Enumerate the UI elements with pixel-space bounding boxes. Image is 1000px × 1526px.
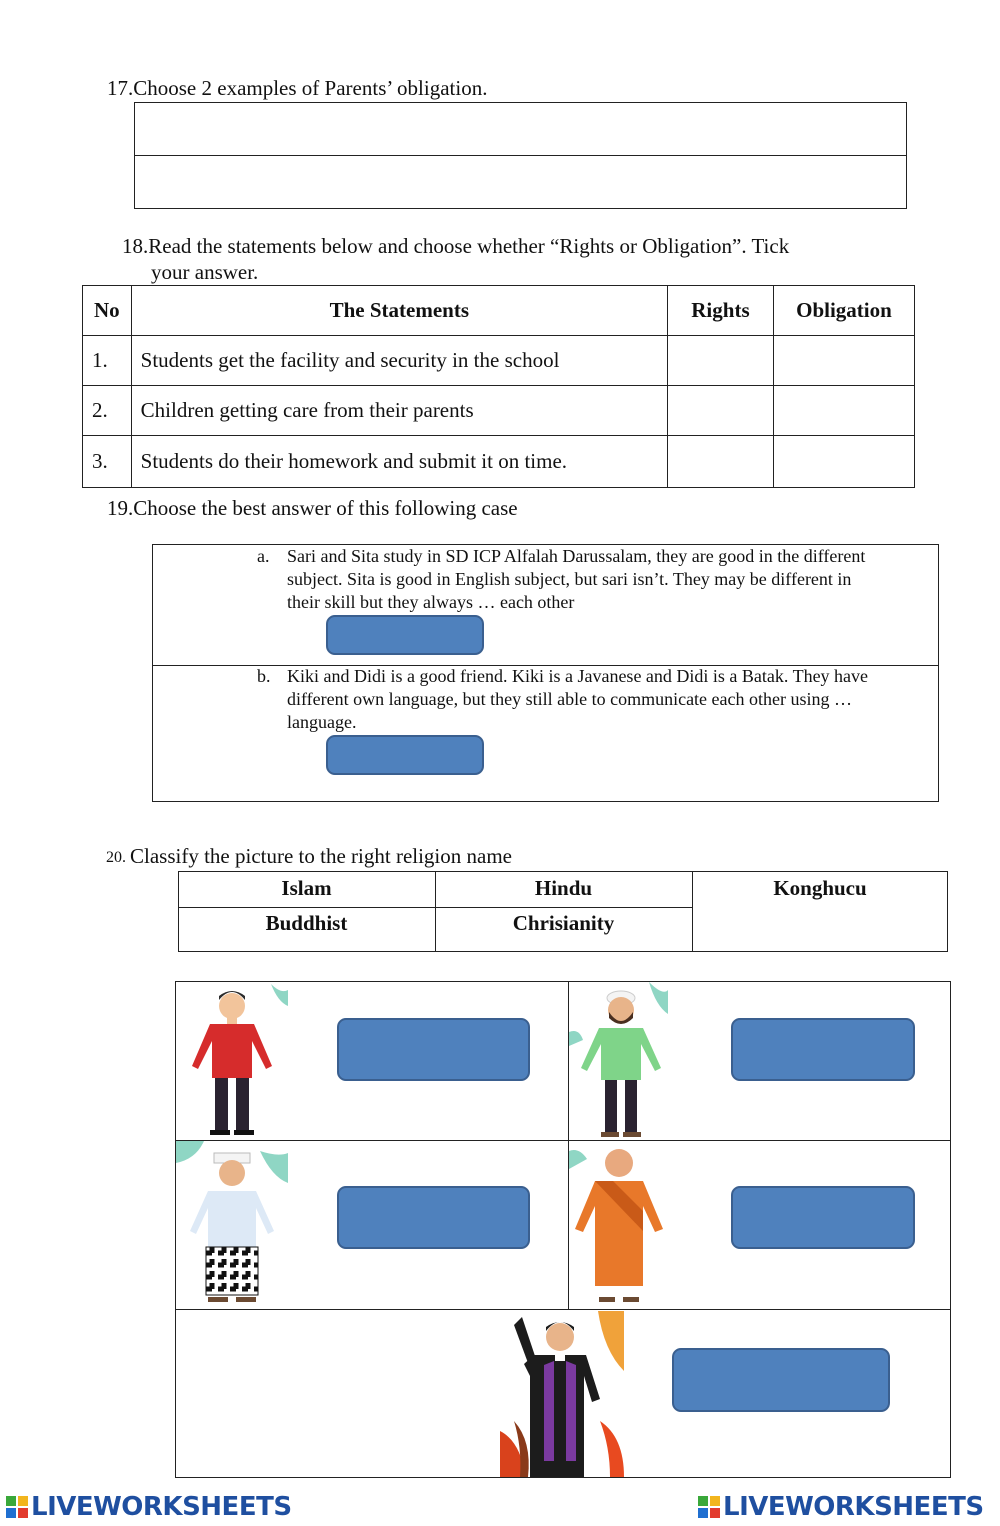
answer-box-sarong[interactable] [337, 1186, 530, 1249]
clerical-collar [555, 1355, 565, 1361]
case-a-marker: a. [257, 546, 270, 566]
row-number: 3. [83, 436, 132, 488]
case-a-line3: their skill but they always … each other [287, 592, 575, 612]
figure-priest[interactable] [500, 1311, 624, 1477]
header-no: No [83, 286, 132, 336]
row-number: 1. [83, 336, 132, 386]
head [219, 1160, 245, 1186]
table-row [83, 386, 915, 436]
liveworksheets-logo-icon [6, 1495, 28, 1517]
table-row [83, 436, 915, 488]
answer-box-green-shirt[interactable] [731, 1018, 915, 1081]
q20-number: 20. [106, 849, 126, 866]
case-b-line2: different own language, but they still able to communicate each other using … [287, 689, 853, 709]
white-shirt [190, 1191, 274, 1248]
case-a-line2: subject. Sita is good in English subject, but sari isn’t. They may be different in [287, 569, 852, 589]
figure-green-shirt[interactable] [569, 982, 668, 1138]
religion-buddhist[interactable]: Buddhist [265, 911, 348, 935]
case-a-answer-box[interactable] [326, 615, 484, 655]
bald-head [605, 1149, 633, 1177]
logo-text: LIVEWORKSHEETS [723, 1492, 984, 1522]
religion-hindu[interactable]: Hindu [534, 876, 593, 900]
leaf-decoration [598, 1311, 624, 1371]
head [546, 1323, 574, 1351]
figure-monk[interactable] [569, 1141, 668, 1305]
q17-label: 17.Choose 2 examples of Parents’ obligation. [107, 76, 488, 100]
black-cassock [524, 1355, 600, 1477]
red-shirt [192, 1024, 272, 1078]
q18-statements-table [82, 285, 915, 488]
purple-stole [544, 1361, 554, 1461]
logo-text: LIVEWORKSHEETS [31, 1492, 292, 1522]
checkered-sarong [206, 1247, 258, 1295]
figure-sarong[interactable] [176, 1141, 288, 1305]
leaf-decoration [176, 1141, 204, 1163]
table-row [83, 336, 915, 386]
rights-checkbox-2[interactable] [667, 386, 773, 436]
table-header-row [83, 286, 915, 336]
green-shirt [581, 1028, 661, 1080]
obligation-checkbox-3[interactable] [773, 436, 914, 488]
answer-box-monk[interactable] [731, 1186, 915, 1249]
case-b-answer-box[interactable] [326, 735, 484, 775]
leaf-decoration [271, 984, 288, 1006]
case-b-marker: b. [257, 666, 271, 686]
header-obligation: Obligation [773, 286, 914, 336]
row-statement: Children getting care from their parents [131, 386, 667, 436]
row-statement: Students get the facility and security in the school [131, 336, 667, 386]
liveworksheets-logo-icon [698, 1495, 720, 1517]
q18-label-line1: 18.Read the statements below and choose whether “Rights or Obligation”. Tick [122, 234, 790, 258]
answer-box-red-shirt[interactable] [337, 1018, 530, 1081]
raised-arm [514, 1317, 536, 1363]
row-number: 2. [83, 386, 132, 436]
header-statements: The Statements [131, 286, 667, 336]
rights-checkbox-1[interactable] [667, 336, 773, 386]
grid-divider-2 [176, 1309, 950, 1310]
row-statement: Students do their homework and submit it on time. [131, 436, 667, 488]
figure-red-shirt[interactable] [176, 982, 288, 1138]
rights-checkbox-3[interactable] [667, 436, 773, 488]
q17-answer-field-1[interactable] [136, 104, 905, 154]
q17-answer-field-2[interactable] [136, 157, 905, 207]
q17-divider [135, 155, 906, 156]
grid-divider-1 [176, 1140, 950, 1141]
religion-christianity[interactable]: Chrisianity [512, 911, 615, 935]
obligation-checkbox-1[interactable] [773, 336, 914, 386]
leaf-decoration [649, 982, 668, 1014]
footer-logo-left[interactable] [6, 1492, 292, 1522]
q20-label: Classify the picture to the right religion name [130, 844, 512, 868]
q18-label-line2: your answer. [151, 260, 259, 284]
religion-islam[interactable]: Islam [281, 876, 332, 900]
head [219, 993, 245, 1019]
header-rights: Rights [667, 286, 773, 336]
case-b-line3: language. [287, 712, 357, 732]
leaf-decoration [569, 1150, 587, 1169]
case-b-line1: Kiki and Didi is a good friend. Kiki is a Javanese and Didi is a Batak. They have [287, 666, 869, 686]
answer-box-priest[interactable] [672, 1348, 890, 1412]
religion-konghucu[interactable]: Konghucu [773, 876, 867, 900]
case-a-line1: Sari and Sita study in SD ICP Alfalah Darussalam, they are good in the different [287, 546, 866, 566]
obligation-checkbox-2[interactable] [773, 386, 914, 436]
footer-logo-right[interactable] [698, 1492, 984, 1522]
q19-label: 19.Choose the best answer of this following case [107, 496, 518, 520]
